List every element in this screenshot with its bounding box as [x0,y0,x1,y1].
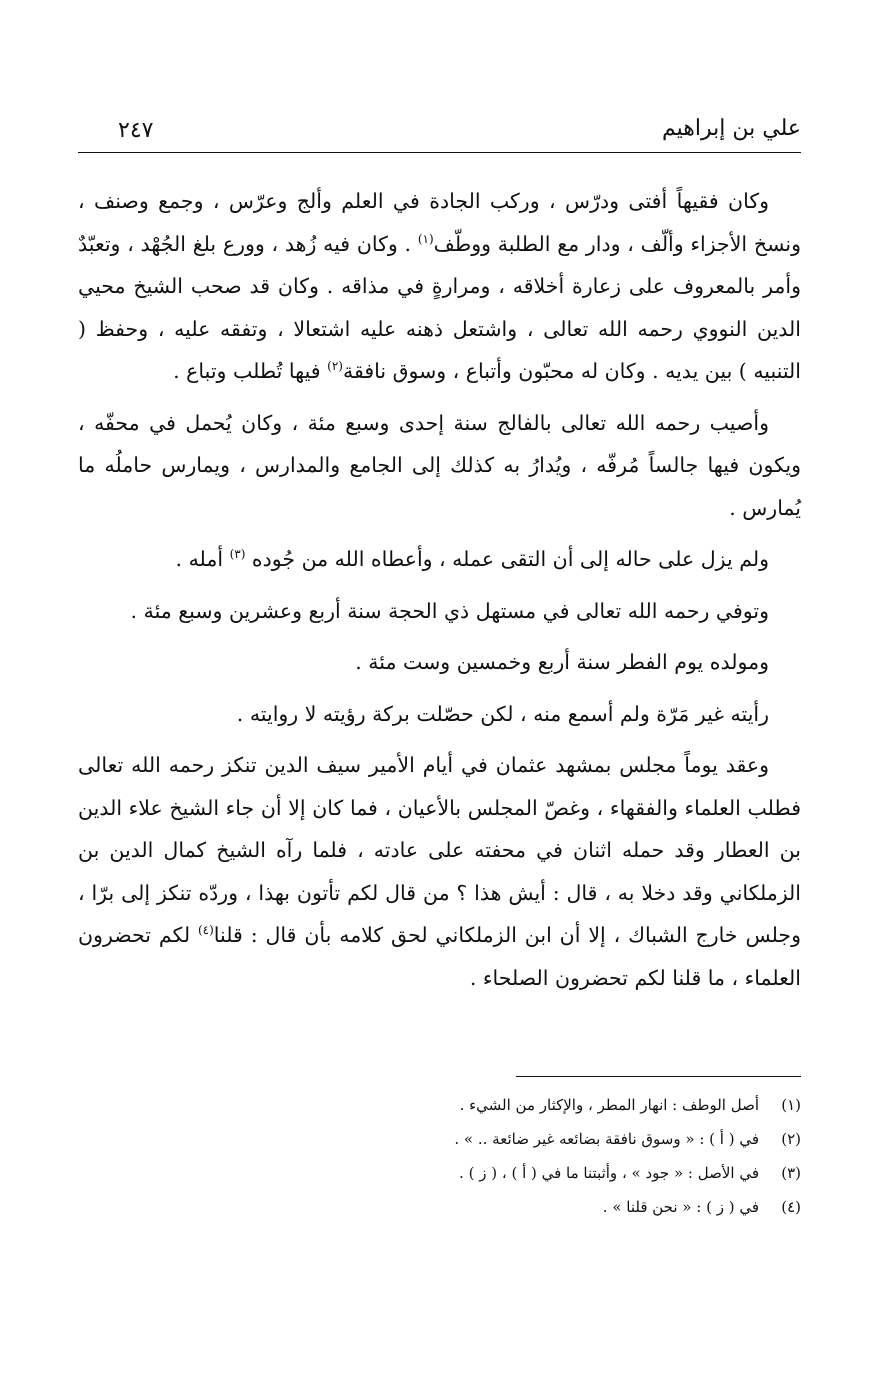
footnote-ref[interactable]: (١) [417,231,434,246]
paragraph: ولم يزل على حاله إلى أن التقى عمله ، وأعطاه الله من جُوده $^{(٣)}$ أمله . [175,547,769,571]
footnote: (١) أصل الوطف : انهار المطر ، والإكثار من الشيء . [459,1096,801,1114]
footnote-ref[interactable]: (٣) [229,547,246,562]
paragraph: رأيته غير مَرّة ولم أسمع منه ، لكن حصّلت بركة رؤيته لا روايته . [236,701,769,726]
paragraph: ومولده يوم الفطر سنة أربع وخمسين وست مئة . [355,650,769,674]
footnote: (٢) في ( أ ) : « وسوق نافقة بضائعه غير ضائعة .. » . [454,1130,801,1148]
footnotes [78,1088,801,1224]
running-title: علي بن إبراهيم [662,116,801,141]
footnote-ref[interactable]: (٤) [197,923,214,938]
footnote-ref[interactable]: (٢) [327,359,343,374]
footnote: (٤) في ( ز ) : « نحن قلنا » . [602,1198,801,1216]
paragraph: وعقد يوماً مجلس بمشهد عثمان في أيام الأمير سيف الدين تنكز رحمه الله تعالى فطلب العلماء والفقهاء ، وغصّ المجلس بالأعيان ، فما كان إلا أن جاء الشيخ علاء الدين بن العطار وقد حمله اثنان في محفته على عادته ، فلما رآه الشيخ كمال الدين بن الزملكاني وقد دخلا به ، قال : أيش هذا ؟ من قال لكم تأتون بهذا ، وردّه تنكز إلى برّا ، وجلس خارج الشباك ، إلا أن ابن الزملكاني لحق كلامه بأن قال : قلنا$^{(٤)}$ لكم تحضرون العلماء ، ما قلنا لكم تحضرون الصلحاء . [78,753,801,990]
paragraph: وتوفي رحمه الله تعالى في مستهل ذي الحجة سنة أربع وعشرين وسبع مئة . [130,598,769,623]
page-header [78,112,801,153]
page-number: ٢٤٧ [118,118,154,143]
footnote-divider [516,1076,801,1077]
footnote: (٣) في الأصل : « جود » ، وأثبتنا ما في ( أ ) ، ( ز ) . [459,1164,801,1182]
paragraph: وأصيب رحمه الله تعالى بالفالج سنة إحدى وسبع مئة ، وكان يُحمل في محفّه ، ويكون فيها جالساً مُرفّه ، ويُدارُ به كذلك إلى الجامع والمدارس ، ويمارس حاملُه ما يُمارس . [78,410,801,520]
main-text [78,180,801,1008]
paragraph: وكان فقيهاً أفتى ودرّس ، وركب الجادة في العلم وألج وعرّس ، وجمع وصنف ، ونسخ الأجزاء وألّف ، ودار مع الطلبة ووطّف$^{(١)}$ . وكان فيه زُهد ، وورع بلغ الجُهْد ، وتعبّدٌ وأمر بالمعروف على زعارة أخلاقه ، ومرارةٍ في مذاقه . وكان قد صحب الشيخ محيي الدين النووي رحمه الله تعالى ، واشتعل ذهنه عليه اشتعالا ، وتفقه عليه ، وحفظ ( التنبيه ) بين يديه . وكان له محبّون وأتباع ، وسوق نافقة$^{(٢)}$ فيها تُطلب وتباع . [78,189,801,383]
